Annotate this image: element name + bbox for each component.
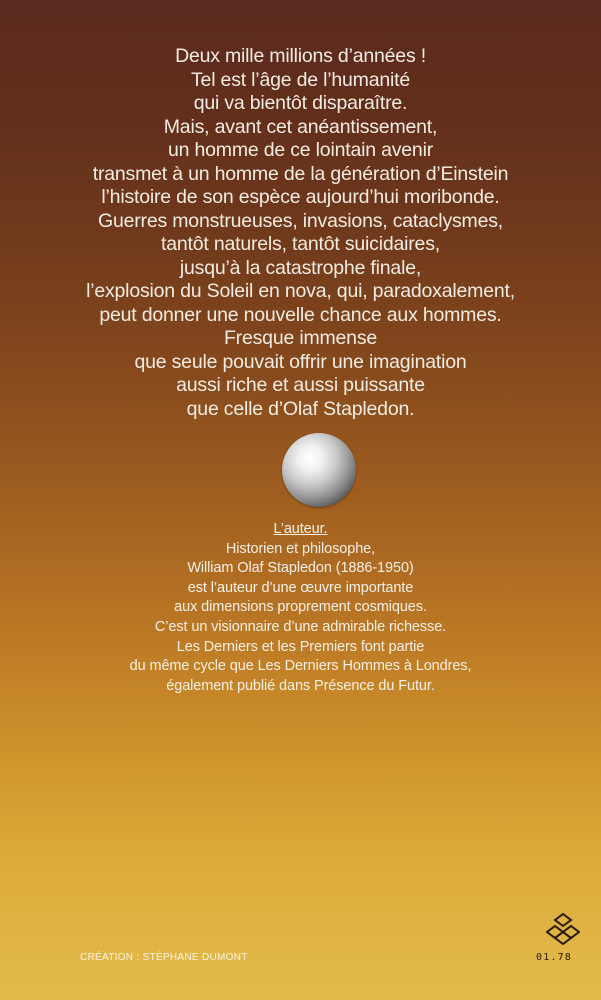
author-line: C’est un visionnaire d’une admirable richesse. xyxy=(154,618,447,635)
author-line: est l’auteur d’une œuvre importante xyxy=(187,579,414,596)
blurb-line: qui va bientôt disparaître. xyxy=(193,92,408,114)
blurb-line: Deux mille millions d’années ! xyxy=(175,45,426,67)
blurb-line: jusqu’à la catastrophe finale, xyxy=(179,256,422,279)
blurb-line: Fresque immense xyxy=(223,327,378,349)
blurb-line: Tel est l’âge de l’humanité xyxy=(191,68,410,91)
blurb-text xyxy=(0,45,601,421)
blurb-line: que seule pouvait offrir une imagination xyxy=(134,350,467,373)
blurb-line: que celle d’Olaf Stapledon. xyxy=(186,397,415,420)
author-line: William Olaf Stapledon (1886-1950) xyxy=(187,560,414,577)
author-line: aux dimensions proprement cosmiques. xyxy=(174,599,427,616)
blurb-line: tantôt naturels, tantôt suicidaires, xyxy=(161,233,440,255)
author-line: du même cycle que Les Derniers Hommes à Londres, xyxy=(129,658,472,675)
blurb-line: l’histoire de son espèce aujourd’hui moribonde. xyxy=(101,186,500,208)
blurb-line: l’explosion du Soleil en nova, qui, paradoxalement, xyxy=(86,280,515,302)
blurb-line: Guerres monstrueuses, invasions, cataclysmes, xyxy=(98,209,503,232)
author-line: Les Derniers et les Premiers font partie xyxy=(176,638,425,655)
author-section xyxy=(0,520,601,696)
design-credit: CRÉATION : STÉPHANE DUMONT xyxy=(80,952,248,963)
sphere-illustration xyxy=(282,433,356,507)
author-heading: L’auteur. xyxy=(273,521,328,537)
blurb-line: un homme de ce lointain avenir xyxy=(168,139,433,161)
author-line: Historien et philosophe, xyxy=(225,540,376,557)
publisher-emblem-icon xyxy=(546,912,580,946)
blurb-line: Mais, avant cet anéantissement, xyxy=(163,115,438,138)
blurb-line: aussi riche et aussi puissante xyxy=(176,374,425,396)
author-line: également publié dans Présence du Futur. xyxy=(166,677,435,694)
blurb-line: peut donner une nouvelle chance aux hommes. xyxy=(99,303,502,326)
blurb-line: transmet à un homme de la génération d’Einstein xyxy=(92,162,509,185)
catalog-code: 01.78 xyxy=(536,952,573,963)
